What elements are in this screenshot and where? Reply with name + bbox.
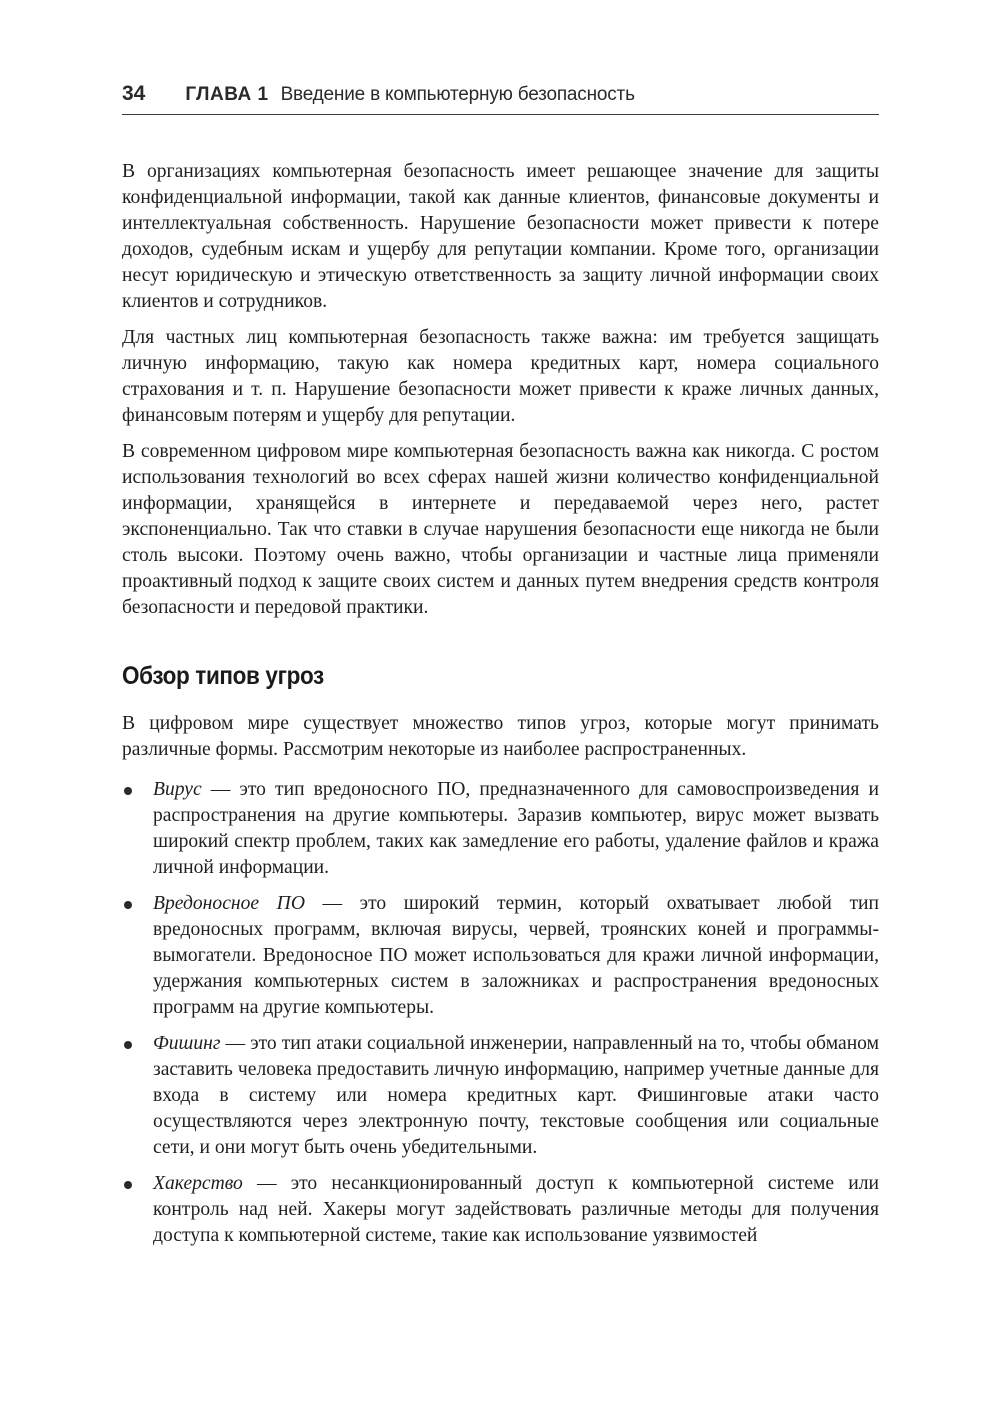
list-item — [122, 777, 879, 881]
bullet-icon — [124, 901, 132, 909]
section-intro: В цифровом мире существует множество типов угроз, которые могут принимать различные формы. Рассмотрим некоторые из наиболее распространенных. — [122, 713, 879, 760]
term-description: — это тип вредоносного ПО, предназначенного для самовоспроизведения и распространения на другие компьютеры. Заразив компьютер, вирус может вызвать широкий спектр проблем, таких как замедление его работы, удаление файлов и кража личной информации. — [153, 779, 879, 878]
bullet-icon — [124, 787, 132, 795]
section-heading: Обзор типов угроз — [122, 662, 324, 690]
threat-list — [122, 777, 879, 1249]
book-page — [122, 82, 879, 1259]
paragraph: Для частных лиц компьютерная безопасность также важна: им требуется защищать личную информацию, такую как номера кредитных карт, номера социального страхования и т. п. Нарушение безопасности может привести к краже личных данных, финансовым потерям и ущербу для репутации. — [122, 327, 879, 426]
running-header — [122, 82, 879, 115]
term: Фишинг — [153, 1033, 221, 1054]
term-description: — это несанкционированный доступ к компьютерной системе или контроль над ней. Хакеры могут задействовать различные методы для получения доступа к компьютерной системе, такие как использование уязвимостей — [153, 1173, 879, 1246]
paragraph: В организациях компьютерная безопасность имеет решающее значение для защиты конфиденциальной информации, такой как данные клиентов, финансовые документы и интеллектуальная собственность. Нарушение безопасности может привести к потере доходов, судебным искам и ущербу для репутации компании. Кроме того, организации несут юридическую и этическую ответственность за защиту личной информации своих клиентов и сотрудников. — [122, 161, 879, 312]
list-item — [122, 1031, 879, 1161]
term-description: — это широкий термин, который охватывает любой тип вредоносных программ, включая вирусы, червей, троянских коней и программы-вымогатели. Вредоносное ПО может использоваться для кражи личной информации, удержания компьютерных систем в заложниках и распространения вредоносных программ на другие компьютеры. — [153, 893, 879, 1018]
page-number: 34 — [122, 82, 146, 105]
term: Вирус — [153, 779, 202, 800]
bullet-icon — [124, 1041, 132, 1049]
paragraph: В современном цифровом мире компьютерная безопасность важна как никогда. С ростом использования технологий во всех сферах нашей жизни количество конфиденциальной информации, хранящейся в интернете и передаваемой через него, растет экспоненциально. Так что ставки в случае нарушения безопасности еще никогда не были столь высоки. Поэтому очень важно, чтобы организации и частные лица применяли проактивный подход к защите своих систем и данных путем внедрения средств контроля безопасности и передовой практики. — [122, 441, 879, 618]
chapter-label: ГЛАВА 1 — [185, 84, 269, 105]
list-item — [122, 891, 879, 1021]
term: Хакерство — [153, 1173, 243, 1194]
term-description: — это тип атаки социальной инженерии, направленный на то, чтобы обманом заставить человека предоставить личную информацию, например учетные данные для входа в систему или номера кредитных карт. Фишинговые атаки часто осуществляются через электронную почту, текстовые сообщения или социальные сети, и они могут быть очень убедительными. — [153, 1033, 879, 1158]
body-text — [122, 159, 879, 1249]
term: Вредоносное ПО — [153, 893, 305, 914]
bullet-icon — [124, 1181, 132, 1189]
chapter-title: Введение в компьютерную безопасность — [280, 84, 635, 105]
list-item — [122, 1171, 879, 1249]
